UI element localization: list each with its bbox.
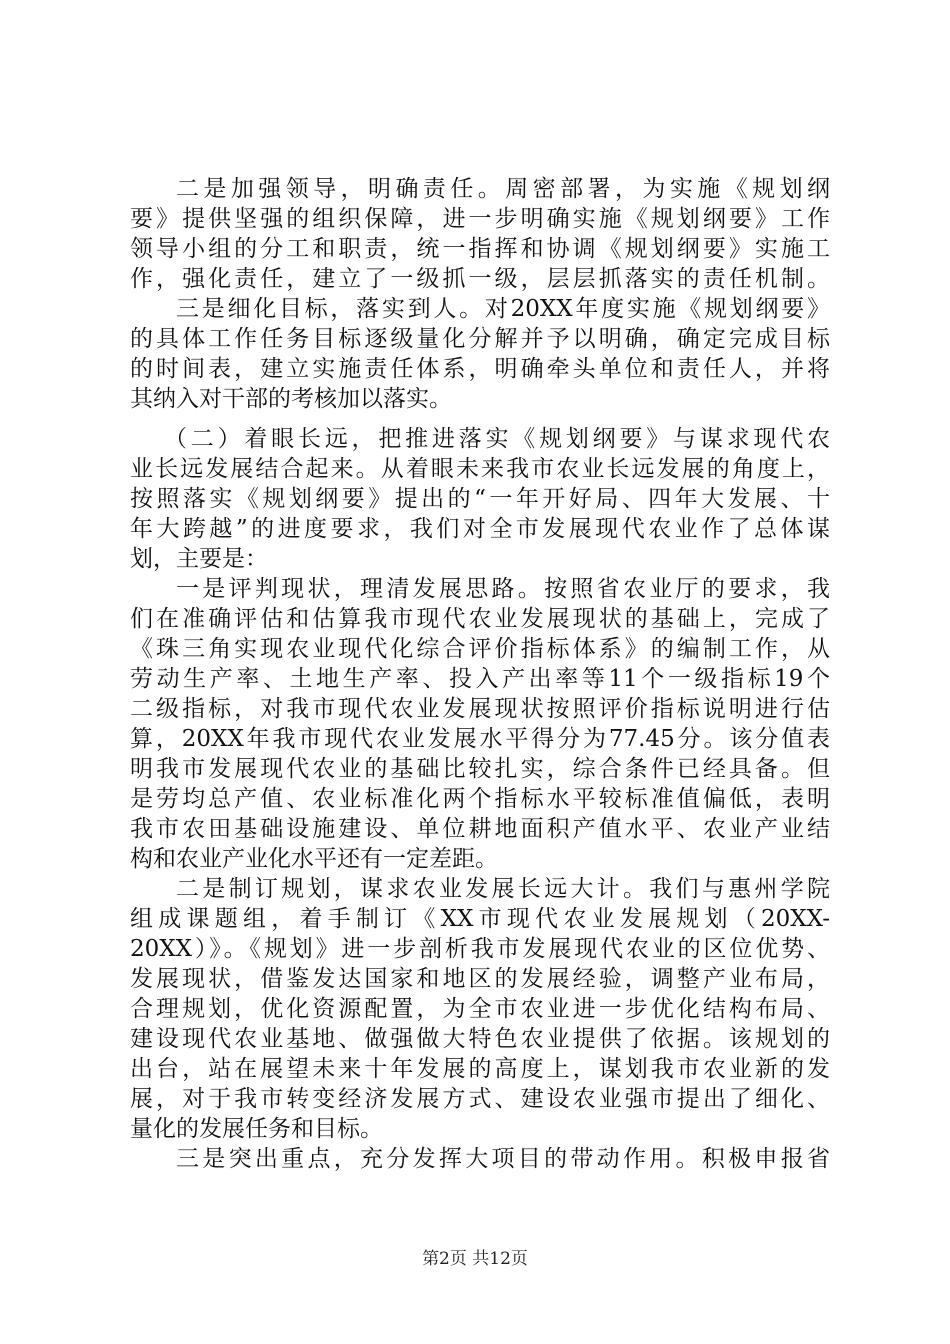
text-line: 劳动生产率、土地生产率、投入产出率等11个一级指标19个 (130, 666, 830, 692)
text-line: 组成课题组，着手制订《XX市现代农业发展规划（20XX- (130, 906, 830, 932)
text-line: 年大跨越”的进度要求，我们对全市发展现代农业作了总体谋 (130, 516, 830, 542)
text-line: 展，对于我市转变经济发展方式、建设农业强市提出了细化、 (130, 1086, 830, 1112)
text-line: 发展现状，借鉴发达国家和地区的发展经验，调整产业布局， (130, 966, 830, 992)
text-line: 合理规划，优化资源配置，为全市农业进一步优化结构布局、 (130, 996, 830, 1022)
text-line: 领导小组的分工和职责，统一指挥和协调《规划纲要》实施工 (130, 236, 830, 262)
text-line: 二级指标，对我市现代农业发展现状按照评价指标说明进行估 (130, 696, 830, 722)
text-line: 的具体工作任务目标逐级量化分解并予以明确，确定完成目标 (130, 326, 830, 352)
text-line: 算，20XX年我市现代农业发展水平得分为77.45分。该分值表 (130, 726, 830, 752)
text-line: 一是评判现状，理清发展思路。按照省农业厅的要求，我 (176, 576, 830, 602)
text-line: 明我市发展现代农业的基础比较扎实，综合条件已经具备。但 (130, 756, 830, 782)
page-number-footer: 第2页 共12页 (422, 1249, 528, 1269)
text-line: 划，主要是： (130, 546, 268, 572)
text-line: （二）着眼长远，把推进落实《规划纲要》与谋求现代农 (164, 426, 830, 452)
text-line: 二是制订规划，谋求农业发展长远大计。我们与惠州学院 (176, 876, 830, 902)
text-line: 要》提供坚强的组织保障，进一步明确实施《规划纲要》工作 (130, 206, 830, 232)
text-line: 三是突出重点，充分发挥大项目的带动作用。积极申报省 (176, 1146, 830, 1172)
text-line: 建设现代农业基地、做强做大特色农业提供了依据。该规划的 (130, 1026, 830, 1052)
text-line: 的时间表，建立实施责任体系，明确牵头单位和责任人，并将 (130, 356, 830, 382)
text-line: 们在准确评估和估算我市现代农业发展现状的基础上，完成了 (130, 606, 830, 632)
text-line: 20XX）》。《规划》进一步剖析我市发展现代农业的区位优势、 (130, 936, 830, 962)
text-line: 三是细化目标，落实到人。对20XX年度实施《规划纲要》 (176, 296, 830, 322)
text-line: 量化的发展任务和目标。 (130, 1116, 383, 1142)
text-line: 是劳均总产值、农业标准化两个指标水平较标准值偏低，表明 (130, 786, 830, 812)
text-line: 《珠三角实现农业现代化综合评价指标体系》的编制工作，从 (130, 636, 830, 662)
text-line: 二是加强领导，明确责任。周密部署，为实施《规划纲 (176, 176, 830, 202)
text-line: 其纳入对干部的考核加以落实。 (130, 386, 452, 412)
text-line: 作，强化责任，建立了一级抓一级，层层抓落实的责任机制。 (130, 266, 830, 292)
text-line: 我市农田基础设施建设、单位耕地面积产值水平、农业产业结 (130, 816, 830, 842)
text-line: 业长远发展结合起来。从着眼未来我市农业长远发展的角度上， (130, 456, 830, 482)
text-line: 按照落实《规划纲要》提出的“一年开好局、四年大发展、十 (130, 486, 830, 512)
text-line: 构和农业产业化水平还有一定差距。 (130, 846, 498, 872)
text-line: 出台，站在展望未来十年发展的高度上，谋划我市农业新的发 (130, 1056, 830, 1082)
